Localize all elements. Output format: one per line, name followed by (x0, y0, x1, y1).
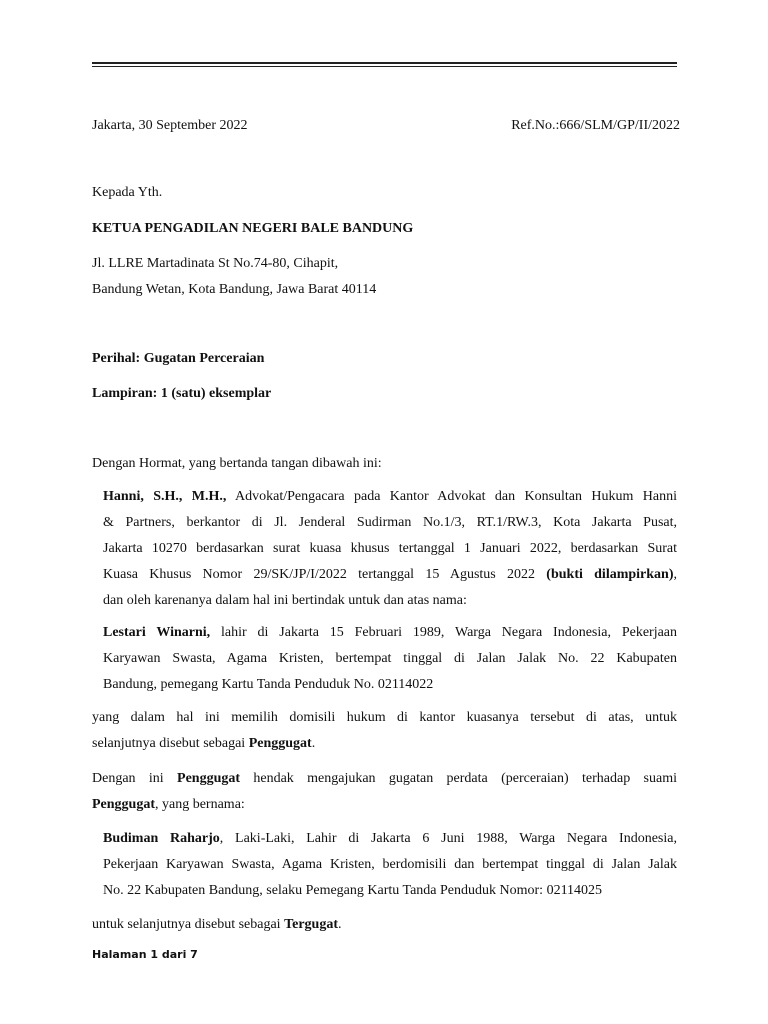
client-line-1: Lestari Winarni, lahir di Jakarta 15 Februari 1989, Warga Negara Indonesia, Pekerjaan (103, 625, 678, 640)
subject-perihal: Perihal: Gugatan Perceraian (92, 351, 265, 366)
advocate-name: Hanni, S.H., M.H., (103, 489, 227, 504)
client-line-3: Bandung, pemegang Kartu Tanda Penduduk No. 02114022 (103, 677, 434, 692)
recipient-address-1: Jl. LLRE Martadinata St No.74-80, Cihapit, (92, 256, 339, 271)
place-date: Jakarta, 30 September 2022 (92, 118, 248, 133)
defendant-line-3: No. 22 Kabupaten Bandung, selaku Pemegang Kartu Tanda Penduduk Nomor: 02114025 (103, 883, 603, 898)
domicile-paragraph (92, 705, 677, 757)
defendant-term: Tergugat (284, 917, 339, 932)
header-rule (92, 62, 677, 64)
lawsuit-line-2: Penggugat, yang bernama: (92, 797, 245, 812)
client-name: Lestari Winarni, (103, 625, 211, 640)
advocate-paragraph (103, 484, 677, 614)
client-paragraph (103, 620, 677, 698)
defendant-name: Budiman Raharjo (103, 831, 220, 846)
defendant-line-1: Budiman Raharjo, Laki-Laki, Lahir di Jakarta 6 Juni 1988, Warga Negara Indonesia, (103, 831, 677, 846)
advocate-line-2: & Partners, berkantor di Jl. Jenderal Sudirman No.1/3, RT.1/RW.3, Kota Jakarta Pusat, (103, 515, 677, 530)
advocate-line-4: Kuasa Khusus Nomor 29/SK/JP/I/2022 tertanggal 15 Agustus 2022 (bukti dilampirkan), (103, 567, 677, 582)
defendant-paragraph (103, 826, 677, 904)
reference-number: Ref.No.:666/SLM/GP/II/2022 (511, 118, 680, 133)
domicile-line-1: yang dalam hal ini memilih domisili hukum di kantor kuasanya tersebut di atas, untuk (92, 710, 677, 725)
opening-line: Dengan Hormat, yang bertanda tangan dibawah ini: (92, 456, 382, 471)
evidence-note: (bukti dilampirkan) (546, 567, 674, 582)
domicile-line-2: selanjutnya disebut sebagai Penggugat. (92, 736, 316, 751)
closing-line: untuk selanjutnya disebut sebagai Tergugat. (92, 917, 342, 932)
greeting: Kepada Yth. (92, 185, 163, 200)
header-rule-thin (92, 66, 677, 67)
page-number: Halaman 1 dari 7 (92, 948, 198, 961)
subject-lampiran: Lampiran: 1 (satu) eksemplar (92, 386, 272, 401)
client-line-2: Karyawan Swasta, Agama Kristen, bertempat tinggal di Jalan Jalak No. 22 Kabupaten (103, 651, 677, 666)
defendant-line-2: Pekerjaan Karyawan Swasta, Agama Kristen, berdomisili dan bertempat tinggal di Jalan Jalak (103, 857, 677, 872)
advocate-line-1: Hanni, S.H., M.H., Advokat/Pengacara pada Kantor Advokat dan Konsultan Hukum Hanni (103, 489, 677, 504)
lawsuit-paragraph (92, 766, 677, 818)
advocate-line-3: Jakarta 10270 berdasarkan surat kuasa khusus tertanggal 1 Januari 2022, berdasarkan Surat (103, 541, 677, 556)
lawsuit-line-1: Dengan ini Penggugat hendak mengajukan gugatan perdata (perceraian) terhadap suami (92, 771, 678, 786)
advocate-line-5: dan oleh karenanya dalam hal ini bertindak untuk dan atas nama: (103, 593, 467, 608)
recipient-title: KETUA PENGADILAN NEGERI BALE BANDUNG (92, 221, 414, 236)
recipient-address-2: Bandung Wetan, Kota Bandung, Jawa Barat 40114 (92, 282, 377, 297)
plaintiff-term: Penggugat (248, 736, 312, 751)
